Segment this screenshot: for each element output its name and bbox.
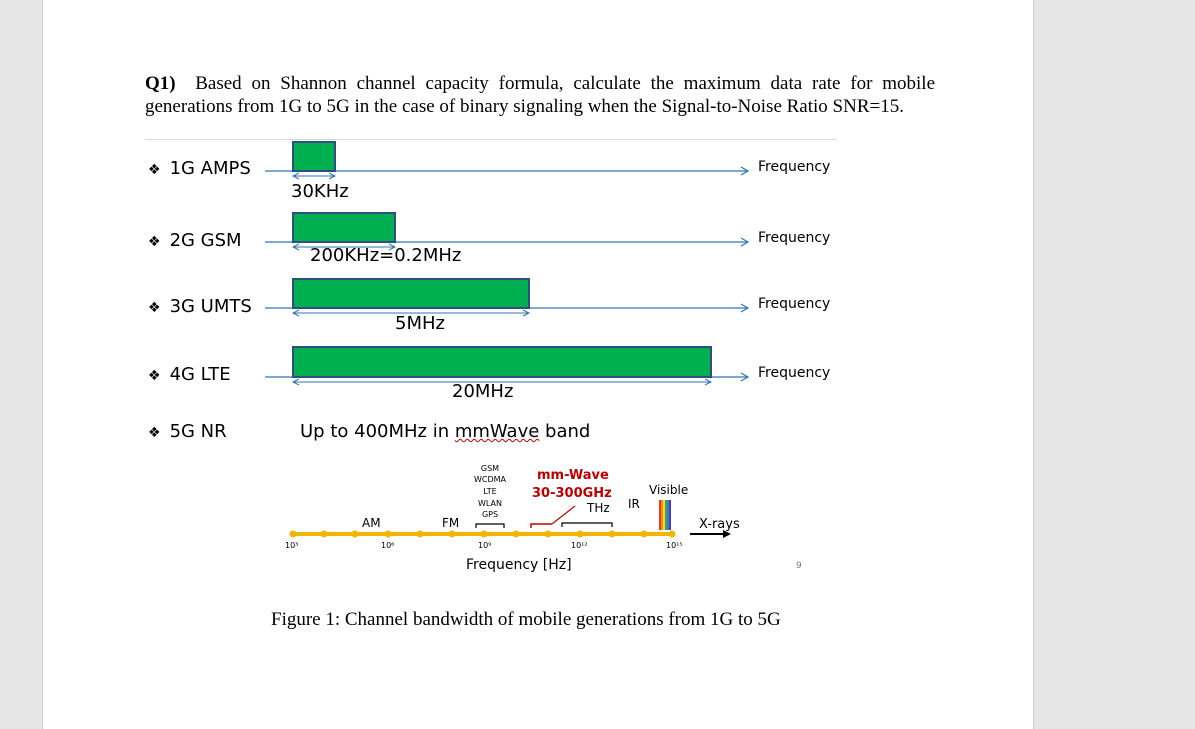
tick-label-1e12: 10¹²	[571, 541, 588, 550]
frequency-label-2g: Frequency	[758, 230, 831, 246]
svg-text:GPS: GPS	[481, 510, 499, 519]
band-label-fm: FM	[442, 516, 460, 530]
svg-text:LTE: LTE	[483, 487, 497, 496]
question-line-1: Q1) Based on Shannon channel capacity formula, calculate the maximum data rate for mobile	[145, 73, 936, 94]
diamond-bullet-icon: ❖	[148, 368, 161, 384]
figure-caption: Figure 1: Channel bandwidth of mobile generations from 1G to 5G	[271, 609, 781, 630]
tick-label-1e15: 10¹⁵	[666, 541, 683, 550]
frequency-label-1g: Frequency	[758, 159, 831, 175]
thz-bracket	[562, 523, 612, 527]
tick-label-1e6: 10⁶	[381, 541, 395, 550]
mmwave-range: 30-300GHz	[532, 486, 612, 501]
gen-3g-label: ❖ 3G UMTS	[148, 296, 252, 317]
gen-1g-label: ❖ 1G AMPS	[148, 158, 251, 179]
spectrum-xlabel: Frequency [Hz]	[466, 557, 572, 573]
band-label-am: AM	[362, 516, 381, 530]
svg-text:GSM: GSM	[480, 464, 500, 473]
cellular-bracket	[476, 524, 504, 528]
question-number: Q1)	[145, 73, 176, 94]
svg-text:WCDMA: WCDMA	[473, 475, 507, 484]
frequency-label-3g: Frequency	[758, 296, 831, 312]
mmwave-word: mmWave	[454, 421, 540, 442]
diamond-bullet-icon: ❖	[148, 162, 161, 178]
gen-5g-label: ❖ 5G NR	[148, 421, 227, 442]
band-label-ir: IR	[628, 497, 640, 511]
bandwidth-label-3g: 5MHz	[395, 313, 445, 334]
diamond-bullet-icon: ❖	[148, 300, 161, 316]
band-label-visible: Visible	[649, 483, 689, 497]
bandwidth-label-5g: Up to 400MHz in mmWave band	[300, 421, 591, 442]
band-label-xrays: X-rays	[699, 517, 740, 532]
bandwidth-label-4g: 20MHz	[452, 381, 514, 402]
mmwave-pointer	[552, 506, 575, 524]
mmwave-title: mm-Wave	[537, 468, 609, 483]
tick-label-1e9: 10⁹	[478, 541, 492, 550]
bandwidth-label-1g: 30KHz	[291, 181, 349, 202]
gen-4g-label: ❖ 4G LTE	[148, 364, 231, 385]
bandwidth-label-2g: 200KHz=0.2MHz	[310, 245, 462, 266]
slide-number: 9	[796, 561, 802, 571]
mmwave-bracket	[531, 524, 552, 528]
gen-2g-label: ❖ 2G GSM	[148, 230, 242, 251]
svg-text:WLAN: WLAN	[477, 499, 503, 508]
diamond-bullet-icon: ❖	[148, 425, 161, 441]
tick-label-1e3: 10³	[285, 541, 299, 550]
visible-spectrum-icon	[659, 500, 671, 530]
diamond-bullet-icon: ❖	[148, 234, 161, 250]
frequency-label-4g: Frequency	[758, 365, 831, 381]
question-line-2: generations from 1G to 5G in the case of binary signaling when the Signal-to-Noise Ratio SNR=15.	[145, 96, 904, 117]
band-label-thz: THz	[587, 501, 610, 515]
cellular-bands-list	[474, 464, 507, 519]
